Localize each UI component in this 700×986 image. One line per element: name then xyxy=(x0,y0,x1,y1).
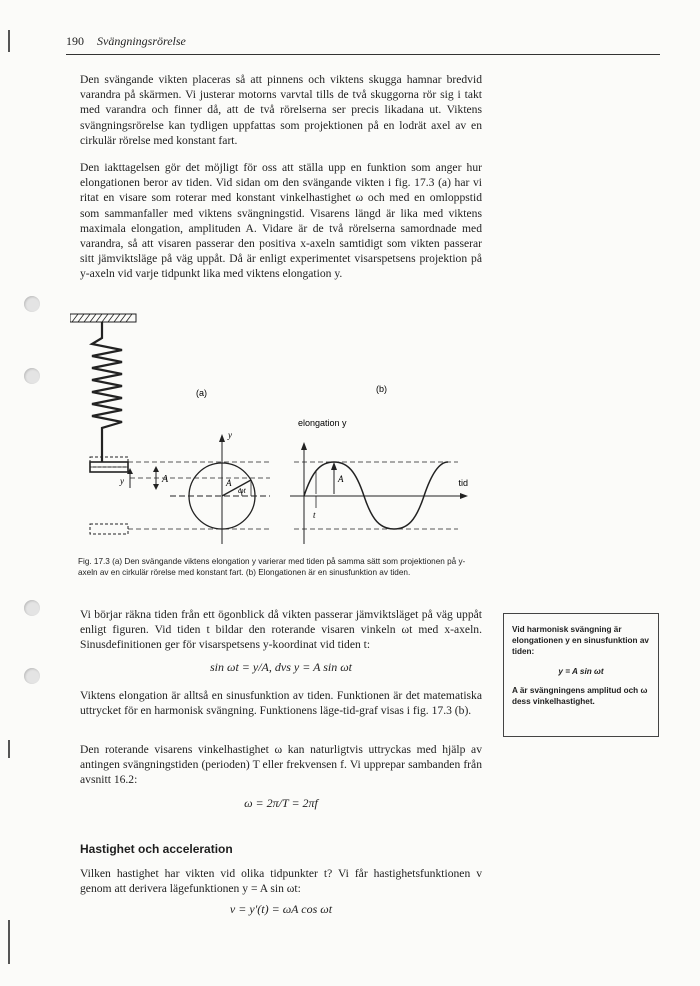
label-omega-t: ωt xyxy=(238,486,246,495)
paragraph-1: Den svängande vikten placeras så att pinnens och viktens skugga hamnar bredvid varandra på skärmen. Vi justerar motorns varvtal tills de två skuggorna rör sig i takt med varandra och finner då, att de två rörelserna ser precis likadana ut. Viktens svängningsrörelse kan tydligen uppfattas som projektionen på en lodrät axel av en cirkulär rörelse med konstant fart. xyxy=(80,73,482,147)
page-edge-mark xyxy=(8,920,10,964)
spring xyxy=(92,322,122,462)
label-y-axis-a: y xyxy=(228,430,232,440)
label-a: (a) xyxy=(196,388,207,398)
binder-hole xyxy=(24,600,40,616)
weight-lower-position xyxy=(90,524,128,534)
paragraph-3: Vi börjar räkna tiden från ett ögonblick då vikten passerar jämviktsläget på väg uppåt enligt figuren. Vid tiden t bildar den roterande visaren vinkeln ωt med x-axeln. Sinusdefinitionen ger för visarspetsens y-koordinat vid tiden t: xyxy=(80,608,482,652)
figure-caption: Fig. 17.3 (a) Den svängande viktens elongation y varierar med tiden på samma sätt som projektionen på y-axeln av en cirkulär rörelse med konstant fart. (b) Elongationen är en sinusfunktion av tiden. xyxy=(78,557,466,577)
summary-line-2: A är svängningens amplitud och ω dess vinkelhastighet. xyxy=(512,685,648,707)
formula-velocity: v = y′(t) = ωA cos ωt xyxy=(229,902,333,916)
label-t: t xyxy=(313,510,316,520)
page-number: 190 xyxy=(66,34,84,48)
paragraph-2: Den iakttagelsen gör det möjligt för oss att ställa upp en funktion som anger hur elongationen beror av tiden. Vid sidan om den svängande vikten i fig. 17.3 (a) har vi ritat en visare som roterar med konstant vinkelhastighet ω och med en omloppstid som sammanfaller med viktens svängningstid. Visarens längd är lika med viktens maximala elongation, amplituden A. Vidare är de två rörelserna samordnade med varandra, så att visaren passerar den positiva x-axeln samtidigt som vikten passerar sitt jämviktsläge på väg uppåt. Då är enligt experimentet visarspetsens projektion på y-axeln vid varje tidpunkt lika med viktens elongation y. xyxy=(80,161,482,281)
summary-line-1: Vid harmonisk svängning är elongationen y en sinusfunktion av tiden: xyxy=(512,625,649,657)
formula-sine: sin ωt = y/A, dvs y = A sin ωt xyxy=(209,660,353,674)
page-edge-mark xyxy=(8,30,10,52)
binder-hole xyxy=(24,668,40,684)
subheading: Hastighet och acceleration xyxy=(80,842,233,856)
label-amplitude-arm: A xyxy=(226,478,232,488)
label-amplitude-b: A xyxy=(338,474,344,484)
paragraph-4: Viktens elongation är alltså en sinusfunktion av tiden. Funktionen är det matematiska uttrycket för en harmonisk svängning. Funktionens läge-tid-graf visas i fig. 17.3 (b). xyxy=(80,689,482,718)
header-rule xyxy=(66,54,660,55)
binder-hole xyxy=(24,296,40,312)
label-y-small: y xyxy=(120,476,124,486)
page-edge-mark xyxy=(8,740,10,758)
label-elongation-y: elongation y xyxy=(298,418,347,428)
label-b: (b) xyxy=(376,384,387,394)
chapter-title: Svängningsrörelse xyxy=(97,34,186,48)
summary-box xyxy=(503,613,659,737)
summary-formula: y = A sin ωt xyxy=(558,666,604,676)
binder-hole xyxy=(24,368,40,384)
label-amplitude-a: A xyxy=(162,474,169,485)
figure-17-3 xyxy=(70,312,470,544)
formula-omega: ω = 2π/T = 2πf xyxy=(244,796,318,810)
label-tid: tid xyxy=(458,478,468,488)
paragraph-6: Vilken hastighet har vikten vid olika tidpunkter t? Vi får hastighetsfunktionen v genom att derivera lägefunktionen y = A sin ωt: xyxy=(80,867,482,896)
running-header xyxy=(66,34,186,49)
paragraph-5: Den roterande visarens vinkelhastighet ω kan naturligtvis uttryckas med hjälp av antingen svängningstiden (perioden) T eller frekvensen f. Vi upprepar sambanden från avsnitt 16.2: xyxy=(80,743,482,787)
